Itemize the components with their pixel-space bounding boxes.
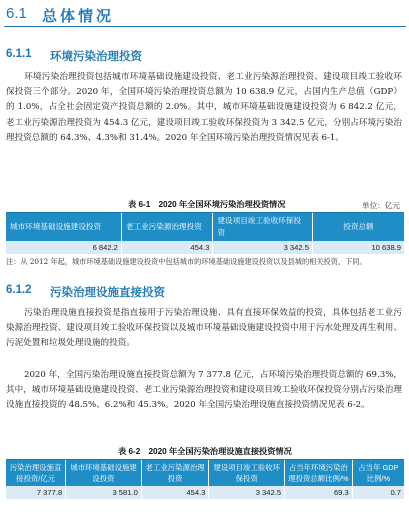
table-header-cell: 老工业污染源治理投资 [121,213,213,241]
table-row [6,486,404,499]
table-cell: 3 342.5 [209,486,285,499]
table-note: 注：从 2012 年起，城市环境基础设施建设投资中包括城市的环境基础设施建设投资以及县城的相关投资，下同。 [6,257,367,266]
table-6-1 [6,213,404,254]
table-row [6,241,404,254]
table-cell: 3 581.0 [66,486,142,499]
table-cell: 69.3 [285,486,353,499]
table-cell: 7 377.8 [6,486,66,499]
chapter-title: 总体情况 [42,7,115,25]
table-header-cell: 城市环境基础设施建设投资 [6,213,121,241]
table-header-cell: 污染治理设施直接投资/亿元 [6,460,66,486]
section-number: 6.1.2 [6,284,32,296]
table-unit: 单位：亿元 [362,201,400,210]
table-header-row [6,460,404,486]
section-title: 污染治理设施直接投资 [50,285,165,299]
table-header-cell: 老工业污染源治理投资 [141,460,209,486]
paragraph-direct-investment-2020: 2020 年，全国污染治理设施直接投资总额为 7 377.8 亿元，占环境污染治理投资总额的 69.3%，其中，城市环境基础设施建设投资、老工业污染源治理投资和建设项目竣工验收环保投资分别占污染治理设施直接投资的 48.5%、6.2%和 45.3%。2020 年全国污染治理设施直接投资情况见表 6-2。 [6,370,402,411]
table-header-cell: 城市环境基础设施建设投资 [66,460,142,486]
table-caption: 表 6-2 2020 年全国污染治理设施直接投资情况 [118,447,292,456]
table-header-cell: 建设项目竣工验收环保投资 [213,213,313,241]
table-caption: 表 6-1 2020 年全国环境污染治理投资情况 [128,200,286,209]
paragraph-direct-investment-definition: 污染治理设施直接投资是指直接用于污染治理设施、具有直接环保效益的投资，具体包括老工业污染源治理投资、建设项目竣工验收环保投资以及城市环境基础设施建设投资中用于污水处理及再生利用、污泥处置和垃圾处理设施的投资。 [6,308,402,349]
section-title: 环境污染治理投资 [50,49,142,63]
chapter-rule [4,26,406,27]
table-header-cell: 建设项目竣工验收环保投资 [209,460,285,486]
chapter-number: 6.1 [6,5,27,22]
table-cell: 3 342.5 [213,241,313,254]
table-cell: 0.7 [352,486,404,499]
section-heading-1 [4,48,404,66]
table-6-2 [6,460,404,499]
paragraph-investment-overview: 环境污染治理投资包括城市环境基础设施建设投资、老工业污染源治理投资、建设项目竣工验收环保投资三个部分。2020 年，全国环境污染治理投资总额为 10 638.9 亿元，占国内生产总值（GDP）的 1.0%，占全社会固定资产投资总额的 2.0%。其中，城市环境基础设施建设投资为 6 842.2 亿元，老工业污染源治理投资为 454.3 亿元，建设项目竣工验收环保投资为 3 342.5 亿元，分别占环境污染治理投资总额的 64.3%、4.3%和 31.4%。2020 年全国环境污染治理投资情况见表 6-1。 [6,72,402,143]
section-number: 6.1.1 [6,48,32,60]
table-cell: 454.3 [121,241,213,254]
table-cell: 454.3 [141,486,209,499]
table-header-cell: 占当年环境污染治理投资总额比例/% [285,460,353,486]
table-cell: 10 638.9 [312,241,404,254]
section-heading-2 [4,284,404,302]
table-header-cell: 投资总额 [312,213,404,241]
table-cell: 6 842.2 [6,241,121,254]
table-header-row [6,213,404,241]
chapter-heading [4,4,404,26]
table-header-cell: 占当年 GDP 比例/% [352,460,404,486]
